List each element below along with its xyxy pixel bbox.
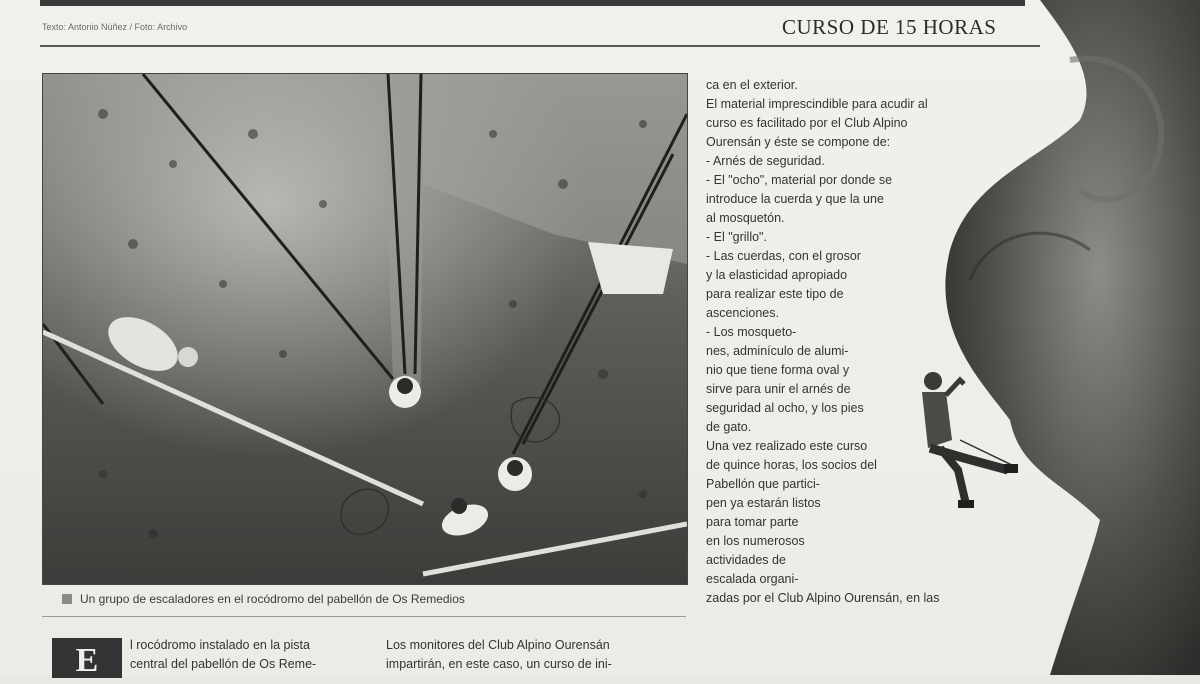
text-line: Pabellón que partici- xyxy=(706,477,820,491)
text-line: central del pabellón de Os Reme- xyxy=(130,657,317,671)
text-line: ca en el exterior. xyxy=(706,78,798,92)
text-line: para realizar este tipo de xyxy=(706,287,844,301)
caption-bullet-icon xyxy=(62,594,72,604)
climbing-wall-photo xyxy=(42,73,688,585)
text-line: El material imprescindible para acudir al xyxy=(706,97,928,111)
caption-divider xyxy=(42,616,686,617)
text-line: impartirán, en este caso, un curso de ini- xyxy=(386,657,612,671)
text-line: curso es facilitado por el Club Alpino xyxy=(706,116,908,130)
text-line: introduce la cuerda y que la une xyxy=(706,192,884,206)
caption-text: Un grupo de escaladores en el rocódromo del pabellón de Os Remedios xyxy=(80,592,465,606)
text-line: - Arnés de seguridad. xyxy=(706,154,825,168)
header-divider xyxy=(40,45,1040,47)
text-line: de gato. xyxy=(706,420,752,434)
text-line: actividades de xyxy=(706,553,786,567)
text-line: - Las cuerdas, con el grosor xyxy=(706,249,861,263)
text-line: Los monitores del Club Alpino Ourensán xyxy=(386,638,610,652)
photo-illustration xyxy=(43,74,687,584)
text-line: de quince horas, los socios del xyxy=(706,458,877,472)
text-line: l rocódromo instalado en la pista xyxy=(130,638,310,652)
article-column-b xyxy=(386,636,686,674)
rock-climber-illustration xyxy=(900,0,1200,675)
top-rule xyxy=(40,0,1025,6)
article-column-a xyxy=(130,636,362,674)
text-line: escalada organi- xyxy=(706,572,799,586)
section-title: CURSO DE 15 HORAS xyxy=(782,15,997,39)
photo-credit: Texto: Antonio Núñez / Foto: Archivo xyxy=(42,22,188,32)
text-line: y la elasticidad apropiado xyxy=(706,268,848,282)
text-line: - El "ocho", material por donde se xyxy=(706,173,893,187)
text-line: sirve para unir el arnés de xyxy=(706,382,851,396)
text-line: - El "grillo". xyxy=(706,230,767,244)
text-line: zadas por el Club Alpino Ourensán, en las xyxy=(706,591,940,605)
text-line: pen ya estarán listos xyxy=(706,496,821,510)
text-line: para tomar parte xyxy=(706,515,799,529)
drop-cap: E xyxy=(52,638,122,678)
photo-caption xyxy=(62,592,682,606)
text-line: en los numerosos xyxy=(706,534,805,548)
text-line: Ourensán y éste se compone de: xyxy=(706,135,891,149)
text-line: seguridad al ocho, y los pies xyxy=(706,401,864,415)
text-line: nes, adminículo de alumi- xyxy=(706,344,849,358)
text-line: nio que tiene forma oval y xyxy=(706,363,850,377)
text-line: Una vez realizado este curso xyxy=(706,439,868,453)
text-line: - Los mosqueto- xyxy=(706,325,797,339)
text-line: al mosquetón. xyxy=(706,211,785,225)
text-line: ascenciones. xyxy=(706,306,779,320)
